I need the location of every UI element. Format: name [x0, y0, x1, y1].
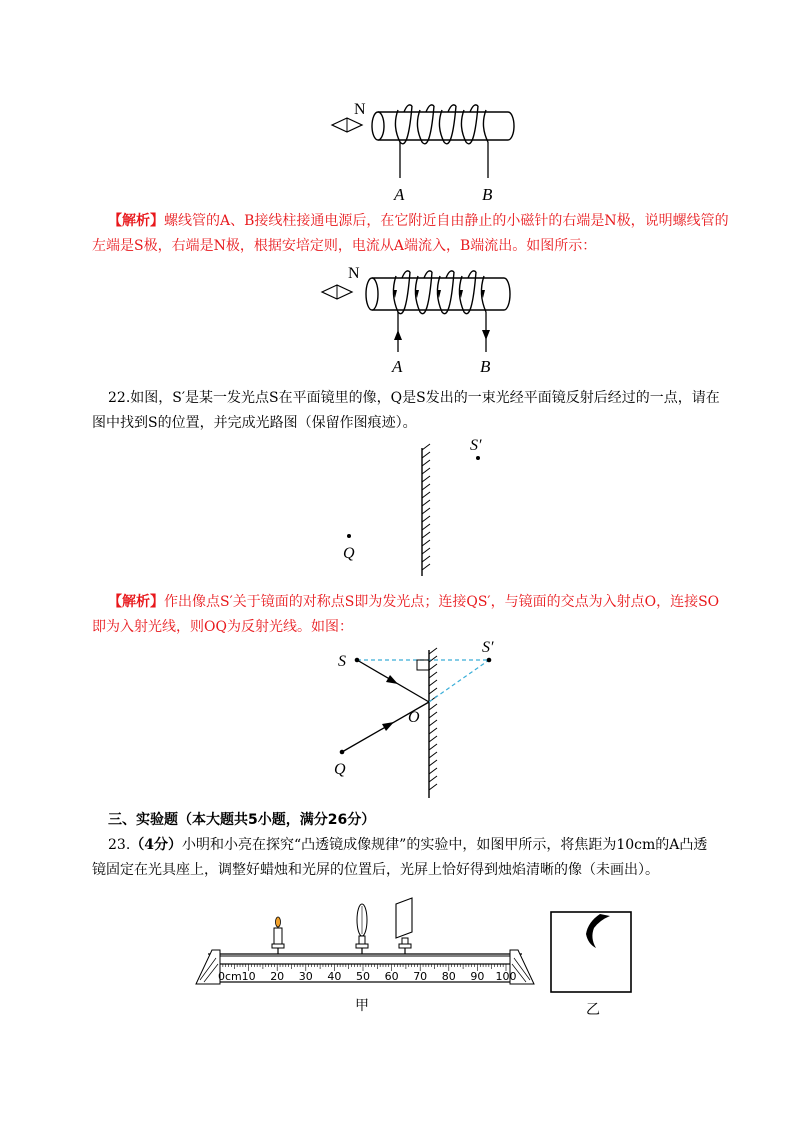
optical-bench-figure [190, 892, 540, 1022]
s-prime-label: S′ [470, 437, 482, 454]
source-point-s [355, 658, 360, 663]
terminal-b-label: B [482, 185, 493, 204]
ruler-label: 0cm [218, 970, 242, 983]
candle [272, 917, 284, 954]
q-label-2: Q [334, 761, 346, 778]
question-23-line-1: 23.（4分）小明和小亮在探究“凸透镜成像规律”的实验中，如图甲所示，将焦距为10cm的A凸透 [108, 837, 708, 853]
solenoid-figure-2 [316, 262, 520, 380]
ruler-label: 10 [241, 970, 256, 983]
o-label: O [408, 709, 420, 726]
s-prime-label-2: S′ [482, 640, 494, 656]
figure-caption-yi: 乙 [586, 1002, 600, 1018]
image-point-s-prime [476, 456, 480, 460]
convex-lens [356, 904, 368, 954]
terminal-b-label-2: B [480, 357, 491, 376]
ruler-label: 40 [327, 970, 342, 983]
analysis-1-line-1: 【解析】螺线管的A、B接线柱接通电源后，在它附近自由静止的小磁针的右端是N极，说明螺线管的 [108, 213, 729, 229]
ruler-label: 60 [384, 970, 399, 983]
current-in-arrow [394, 330, 402, 340]
ruler-label: 20 [270, 970, 285, 983]
light-screen [396, 898, 412, 954]
point-q-2 [340, 750, 345, 755]
virtual-ray-dashed-line [429, 660, 489, 702]
n-pole-label: N [354, 101, 366, 118]
ruler-label: 50 [356, 970, 370, 983]
analysis-1-line-2: 左端是S极，右端是N极，根据安培定则，电流从A端流入，B端流出。如图所示： [92, 238, 597, 254]
terminal-a-label-2: A [392, 357, 403, 376]
ruler-label: 30 [298, 970, 313, 983]
mirror-solution-figure [326, 640, 516, 800]
compass-needle [332, 118, 362, 132]
mirror-hatching-2 [429, 648, 437, 790]
ruler-label: 80 [441, 970, 456, 983]
analysis-1 [108, 209, 748, 233]
s-label: S [338, 653, 346, 670]
question-22-line-1: 22.如图，S′是某一发光点S在平面镜里的像，Q是S发出的一束光经平面镜反射后经过的一点，请在 [108, 390, 720, 406]
section-3-heading: 三、实验题（本大题共5小题，满分26分） [108, 812, 376, 828]
image-point-s-prime-2 [487, 658, 492, 663]
analysis-2-line-1: 【解析】作出像点S′关于镜面的对称点S即为发光点；连接QS′，与镜面的交点为入射点O，连接SO [108, 594, 720, 610]
question-22-line-2: 图中找到S的位置，并完成光路图（保留作图痕迹）。 [92, 415, 417, 431]
ruler-label: 70 [413, 970, 428, 983]
screen-image-figure [548, 908, 638, 1018]
q-label: Q [343, 545, 355, 562]
figure-caption-jia: 甲 [355, 998, 369, 1014]
n-pole-label-2: N [348, 265, 360, 282]
point-q [347, 534, 351, 538]
reflected-ray-arrow [382, 722, 394, 731]
compass-needle-2 [322, 285, 352, 299]
analysis-2-line-2: 即为入射光线，则OQ为反射光线。如图： [92, 619, 353, 635]
terminal-a-label: A [394, 185, 405, 204]
ruler-label: 90 [470, 970, 485, 983]
ruler-label: 100 [495, 970, 517, 983]
mirror-hatching [422, 444, 430, 570]
mirror-problem-figure [330, 436, 510, 582]
solenoid-figure-1 [320, 92, 520, 207]
question-23-line-2: 镜固定在光具座上，调整好蜡烛和光屏的位置后，光屏上恰好得到烛焰清晰的像（未画出）。 [92, 862, 659, 878]
incident-ray-arrow [386, 675, 398, 684]
right-angle-mark [417, 660, 429, 670]
current-out-arrow [482, 330, 490, 340]
